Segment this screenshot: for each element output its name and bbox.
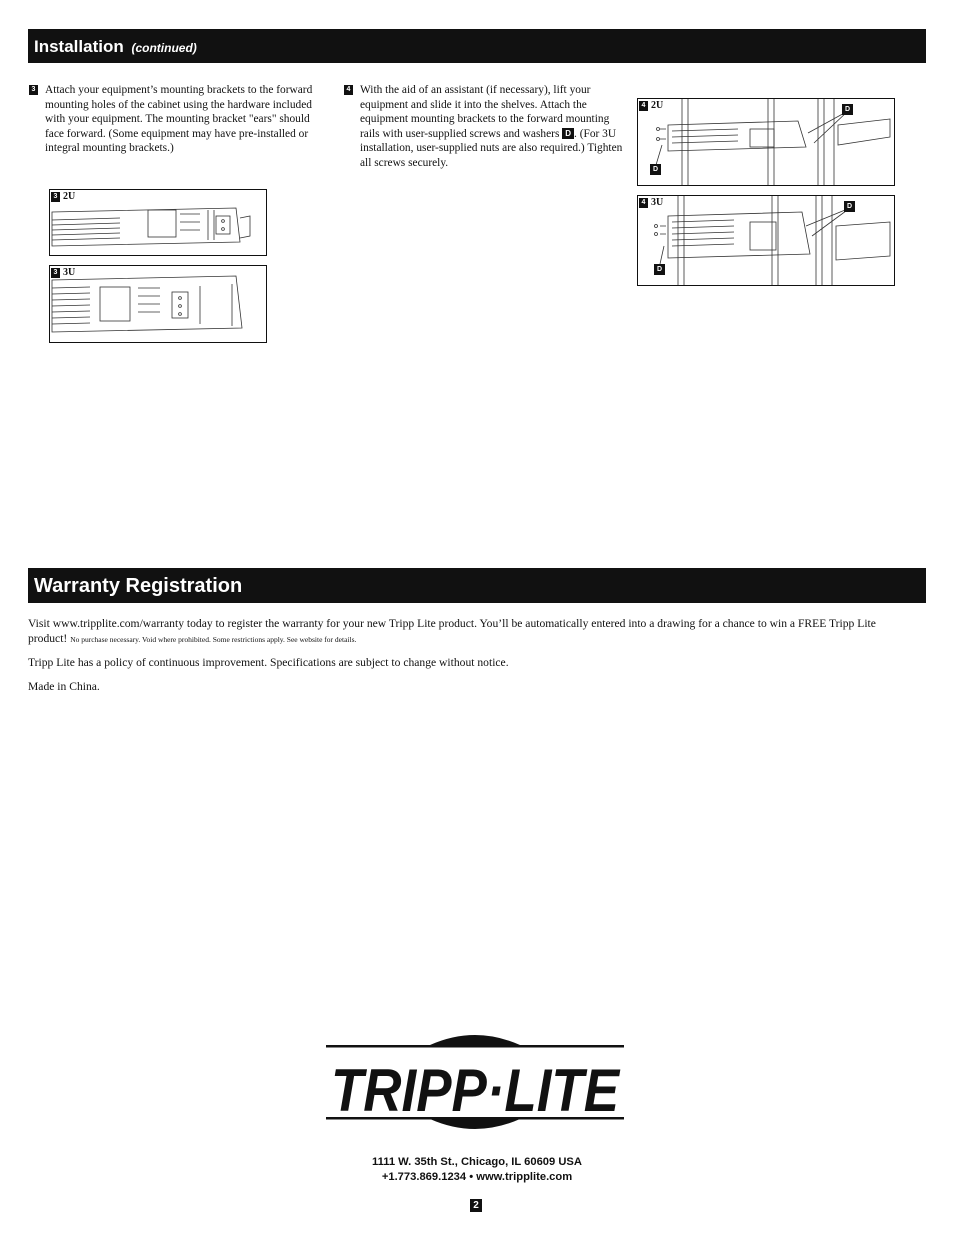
company-contact: +1.773.869.1234 • www.tripplite.com [381,1171,573,1183]
step-4-number: 4 [344,85,353,95]
figure-step4-2u-label: 4 2U [639,100,663,111]
warranty-disclaimer: No purchase necessary. Void where prohibited. Some restrictions apply. See website for details. [70,634,357,644]
figure-step4-3u-label: 4 3U [639,197,663,208]
tripp-lite-logo [326,1033,624,1131]
figure-step3-3u-label: 3 3U [51,267,75,278]
step-4-text-part2: . (For 3U installation, user-supplied nuts are also required.) Tighten all screws securely. [360,127,623,169]
fastener-tag-top-3u: D [844,201,855,212]
page-number: 2 [470,1199,482,1212]
step-4-text-part1: With the aid of an assistant (if necessary), lift your equipment and slide it into the shelves. Attach the equipment mounting brackets to the forward mounting rails with user-supplied screws and washers [360,84,610,140]
warranty-title: Warranty Registration [34,575,243,597]
rack-mount-2u-illustration [638,99,894,185]
warranty-header [28,568,926,603]
rack-mount-3u-illustration [638,196,894,285]
washer-badge: D [562,128,574,139]
warranty-paragraph-1 [28,617,918,647]
figure-step3-2u [49,189,267,256]
company-address: 1111 W. 35th St., Chicago, IL 60609 USA [372,1156,582,1168]
installation-title: Installation [34,37,124,56]
step-3-number: 3 [29,85,38,95]
figure-step3-3u [49,265,267,343]
equipment-2u-illustration [50,190,266,255]
figure-step3-2u-label: 3 2U [51,191,75,202]
warranty-text: Visit www.tripplite.com/warranty today to register the warranty for your new Tripp Lite product. You’ll be automatically entered into a drawing for a chance to win a FREE Tripp Lite product! [28,617,876,645]
made-in-label: Made in China. [28,680,100,693]
step-4-text [360,83,625,171]
fastener-tag-bottom-3u: D [654,264,665,275]
continued-label: (continued) [131,41,197,55]
step-3-text: Attach your equipment’s mounting brackets to the forward mounting holes of the cabinet using the hardware included with your equipment. The mounting bracket "ears" should face forward. (Some equipment may have pre-installed or integral mounting brackets.) [45,84,313,155]
fastener-tag-bottom: D [650,164,661,175]
installation-header [28,29,926,63]
logo-wordmark: TRIPP·LITE [331,1057,621,1124]
warranty-paragraph-2: Tripp Lite has a policy of continuous improvement. Specifications are subject to change without notice. [28,656,509,669]
fastener-tag-top: D [842,104,853,115]
figure-step4-3u [637,195,895,286]
equipment-3u-illustration [50,266,266,342]
figure-step4-2u [637,98,895,186]
